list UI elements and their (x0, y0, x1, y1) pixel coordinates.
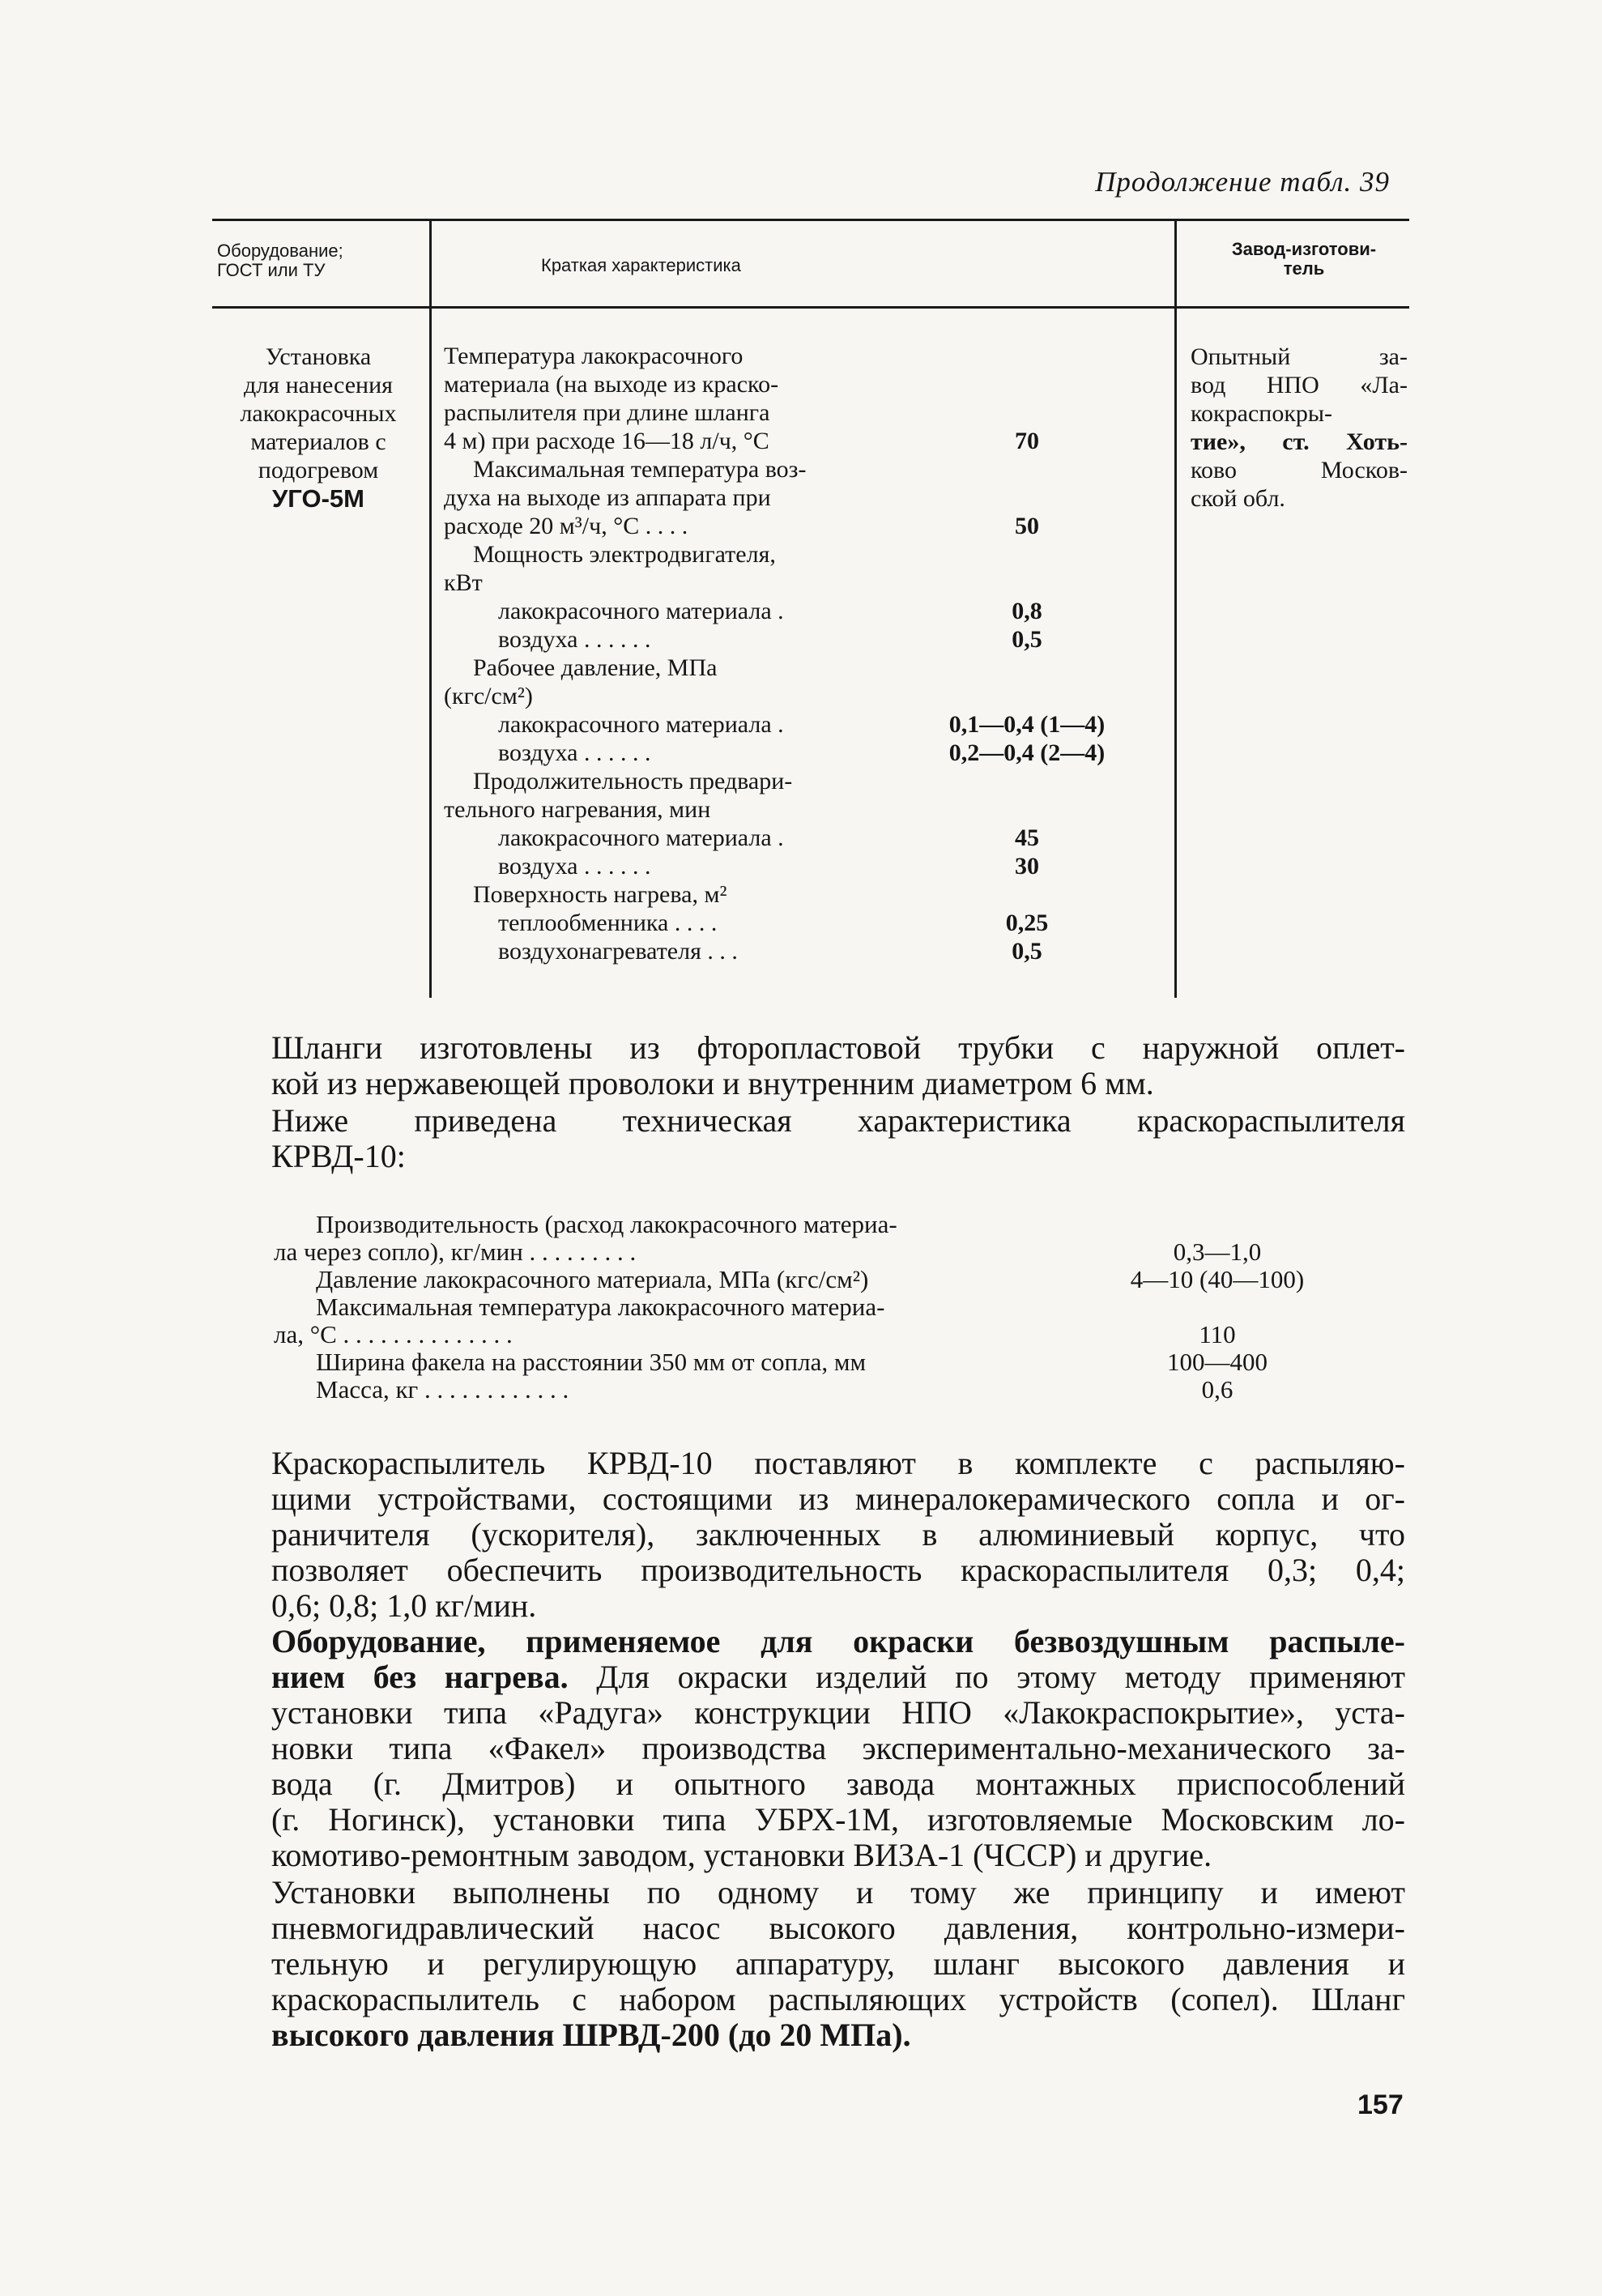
spec-row (444, 909, 1157, 937)
spec-label: Поверхность нагрева, м² (473, 881, 727, 908)
spec-label: лакокрасочного материала . (498, 598, 784, 624)
tech-spec-row (274, 1321, 1327, 1348)
spec-row (444, 597, 1157, 625)
header-characteristics: Краткая характеристика (541, 255, 741, 275)
table-divider-1 (429, 220, 432, 998)
paragraph-krvd (271, 1446, 1405, 1624)
manufacturer-line: ской обл. (1191, 485, 1285, 512)
spec-row (444, 483, 1157, 512)
spec-label: Рабочее давление, МПа (473, 654, 718, 681)
spec-row (444, 710, 1157, 739)
tech-spec-value: 4—10 (40—100) (1130, 1265, 1305, 1293)
spec-label: Максимальная температура воз- (473, 456, 807, 483)
paragraph-line: щими устройствами, состоящими из минералокерамического сопла и ог- (271, 1480, 1405, 1517)
spec-row (444, 682, 1157, 710)
header-equipment (217, 241, 420, 280)
paragraph-hoses (271, 1030, 1405, 1101)
paragraph-line: Краскораспылитель КРВД-10 поставляют в комплекте с распыляю- (271, 1445, 1405, 1481)
tech-spec-row (274, 1266, 1327, 1293)
tech-spec-label: Производительность (расход лакокрасочного материа- (316, 1210, 897, 1238)
tech-spec-row (274, 1211, 1327, 1238)
spec-label: воздуха . . . . . . (498, 626, 651, 653)
tech-spec-row (274, 1348, 1327, 1376)
spec-label: теплообменника . . . . (498, 909, 718, 936)
spec-value: 0,1—0,4 (1—4) (948, 711, 1106, 738)
paragraph-line: кой из нержавеющей проволоки и внутренним диаметром 6 мм. (271, 1065, 1154, 1101)
spec-row (444, 427, 1157, 455)
manufacturer-line: кокраспокры- (1191, 400, 1333, 427)
spec-label: распылителя при длине шланга (444, 399, 770, 426)
paragraph-intro-specs (271, 1103, 1405, 1174)
tech-spec-label: Ширина факела на расстоянии 350 мм от сопла, мм (316, 1348, 867, 1376)
spec-label: кВт (444, 569, 483, 596)
paragraph-line: краскораспылитель с набором распыляющих устройств (сопел). Шланг (271, 1981, 1405, 2017)
paragraph-run: Для окраски изделий по этому методу применяют (568, 1659, 1405, 1695)
paragraph-line: новки типа «Факел» производства экспериментально-механического за- (271, 1730, 1405, 1766)
spec-row (444, 398, 1157, 427)
spec-row (444, 512, 1157, 540)
manufacturer-line: ково Москов- (1191, 457, 1408, 483)
spec-value: 70 (1015, 428, 1039, 454)
equipment-line: материалов с (250, 428, 386, 455)
table-top-rule (212, 219, 1409, 221)
tech-spec-value: 110 (1199, 1320, 1236, 1348)
paragraph-line: комотиво-ремонтным заводом, установки ВИЗА-1 (ЧССР) и другие. (271, 1837, 1212, 1873)
paragraph-line: 0,6; 0,8; 1,0 кг/мин. (271, 1587, 537, 1624)
paragraph-line: высокого давления ШРВД-200 (до 20 МПа). (271, 2017, 911, 2053)
tech-spec-row (274, 1376, 1327, 1404)
spec-row (444, 370, 1157, 398)
spec-label: воздухонагревателя . . . (498, 938, 738, 965)
spec-label: лакокрасочного материала . (498, 824, 784, 851)
manufacturer-cell (1191, 343, 1408, 513)
equipment-model: УГО-5М (272, 484, 364, 513)
equipment-line: для нанесения (244, 372, 393, 398)
table-divider-2 (1174, 220, 1177, 998)
spec-label: Мощность электродвигателя, (473, 541, 776, 568)
spec-label: расходе 20 м³/ч, °С . . . . (444, 513, 688, 539)
paragraph-line: (г. Ногинск), установки типа УБРХ-1М, изготовляемые Московским ло- (271, 1801, 1405, 1838)
paragraph-line: Ниже приведена техническая характеристика краскораспылителя (271, 1102, 1405, 1139)
spec-row (444, 654, 1157, 682)
header-manufacturer (1191, 240, 1417, 279)
equipment-cell (217, 343, 420, 513)
table-header-rule (212, 306, 1409, 309)
spec-label: воздуха . . . . . . (498, 853, 651, 880)
tech-spec-label: Максимальная температура лакокрасочного материа- (316, 1293, 885, 1321)
spec-row (444, 937, 1157, 965)
continuation-title: Продолжение табл. 39 (1095, 166, 1390, 198)
paragraph-installations (271, 1875, 1405, 2053)
spec-label: Продолжительность предвари- (473, 768, 793, 794)
spec-value: 45 (1015, 824, 1039, 851)
spec-row (444, 795, 1157, 824)
tech-spec-value: 0,6 (1201, 1375, 1233, 1404)
spec-row (444, 625, 1157, 654)
spec-value: 0,5 (1012, 938, 1042, 965)
page-number: 157 (1357, 2089, 1404, 2120)
paragraph-line: КРВД-10: (271, 1138, 406, 1174)
spec-value: 0,8 (1012, 598, 1042, 624)
paragraph-line (271, 1659, 1405, 1695)
spec-value: 0,2—0,4 (2—4) (948, 739, 1106, 766)
tech-spec-label: Масса, кг . . . . . . . . . . . . (316, 1375, 569, 1404)
specs-cell (444, 342, 1157, 965)
tech-spec-label: Давление лакокрасочного материала, МПа (кгс/см²) (316, 1265, 869, 1293)
manufacturer-line: тие», ст. Хоть- (1191, 428, 1408, 455)
spec-row (444, 569, 1157, 597)
spec-label: воздуха . . . . . . (498, 739, 651, 766)
header-manufacturer-line-1: Завод-изготови- (1231, 239, 1377, 259)
equipment-line: подогревом (258, 457, 379, 483)
manufacturer-line: вод НПО «Ла- (1191, 372, 1408, 398)
spec-row (444, 767, 1157, 795)
paragraph-line: пневмогидравлический насос высокого давления, контрольно-измери- (271, 1910, 1405, 1946)
spec-label: 4 м) при расходе 16—18 л/ч, °С (444, 428, 769, 454)
paragraph-line: установки типа «Радуга» конструкции НПО «Лакокраспокрытие», уста- (271, 1694, 1405, 1731)
tech-spec-label: ла, °С . . . . . . . . . . . . . . (274, 1320, 513, 1348)
spec-label: духа на выходе из аппарата при (444, 484, 771, 511)
header-manufacturer-line-2: тель (1283, 258, 1325, 279)
paragraph-line: Установки выполнены по одному и тому же принципу и имеют (271, 1874, 1405, 1910)
spec-row (444, 852, 1157, 880)
tech-spec-row (274, 1238, 1327, 1266)
spec-row (444, 824, 1157, 852)
manufacturer-line: Опытный за- (1191, 343, 1408, 370)
header-equipment-line-1: Оборудование; (217, 241, 343, 261)
spec-label: материала (на выходе из краско- (444, 371, 779, 398)
spec-label: лакокрасочного материала . (498, 711, 784, 738)
paragraph-airless (271, 1624, 1405, 1873)
spec-row (444, 455, 1157, 483)
paragraph-bold-run: нием без нагрева. (271, 1659, 569, 1695)
spec-value: 0,25 (1005, 909, 1049, 936)
tech-spec-row (274, 1293, 1327, 1321)
spec-label: (кгс/см²) (444, 683, 533, 709)
spec-row (444, 540, 1157, 569)
equipment-line: Установка (265, 343, 372, 370)
spec-row (444, 880, 1157, 909)
spec-value: 0,5 (1012, 626, 1042, 653)
paragraph-line: позволяет обеспечить производительность краскораспылителя 0,3; 0,4; (271, 1552, 1405, 1588)
tech-spec-label: ла через сопло), кг/мин . . . . . . . . . (274, 1237, 637, 1266)
equipment-line: лакокрасочных (240, 400, 397, 427)
tech-spec-value: 100—400 (1167, 1348, 1268, 1376)
spec-value: 50 (1015, 513, 1039, 539)
spec-row (444, 342, 1157, 370)
paragraph-line: раничителя (ускорителя), заключенных в алюминиевый корпус, что (271, 1516, 1405, 1553)
spec-value: 30 (1015, 853, 1039, 880)
header-equipment-line-2: ГОСТ или ТУ (217, 260, 326, 280)
paragraph-line: Оборудование, применяемое для окраски безвоздушным распыле- (271, 1623, 1405, 1659)
spec-label: тельного нагревания, мин (444, 796, 711, 823)
paragraph-line: тельную и регулирующую аппаратуру, шланг высокого давления и (271, 1945, 1405, 1982)
paragraph-line: Шланги изготовлены из фторопластовой трубки с наружной оплет- (271, 1029, 1405, 1066)
tech-specs-list (274, 1211, 1327, 1404)
tech-spec-value: 0,3—1,0 (1173, 1237, 1262, 1266)
paragraph-line: вода (г. Дмитров) и опытного завода монтажных приспособлений (271, 1766, 1405, 1802)
spec-label: Температура лакокрасочного (444, 343, 743, 369)
spec-row (444, 739, 1157, 767)
